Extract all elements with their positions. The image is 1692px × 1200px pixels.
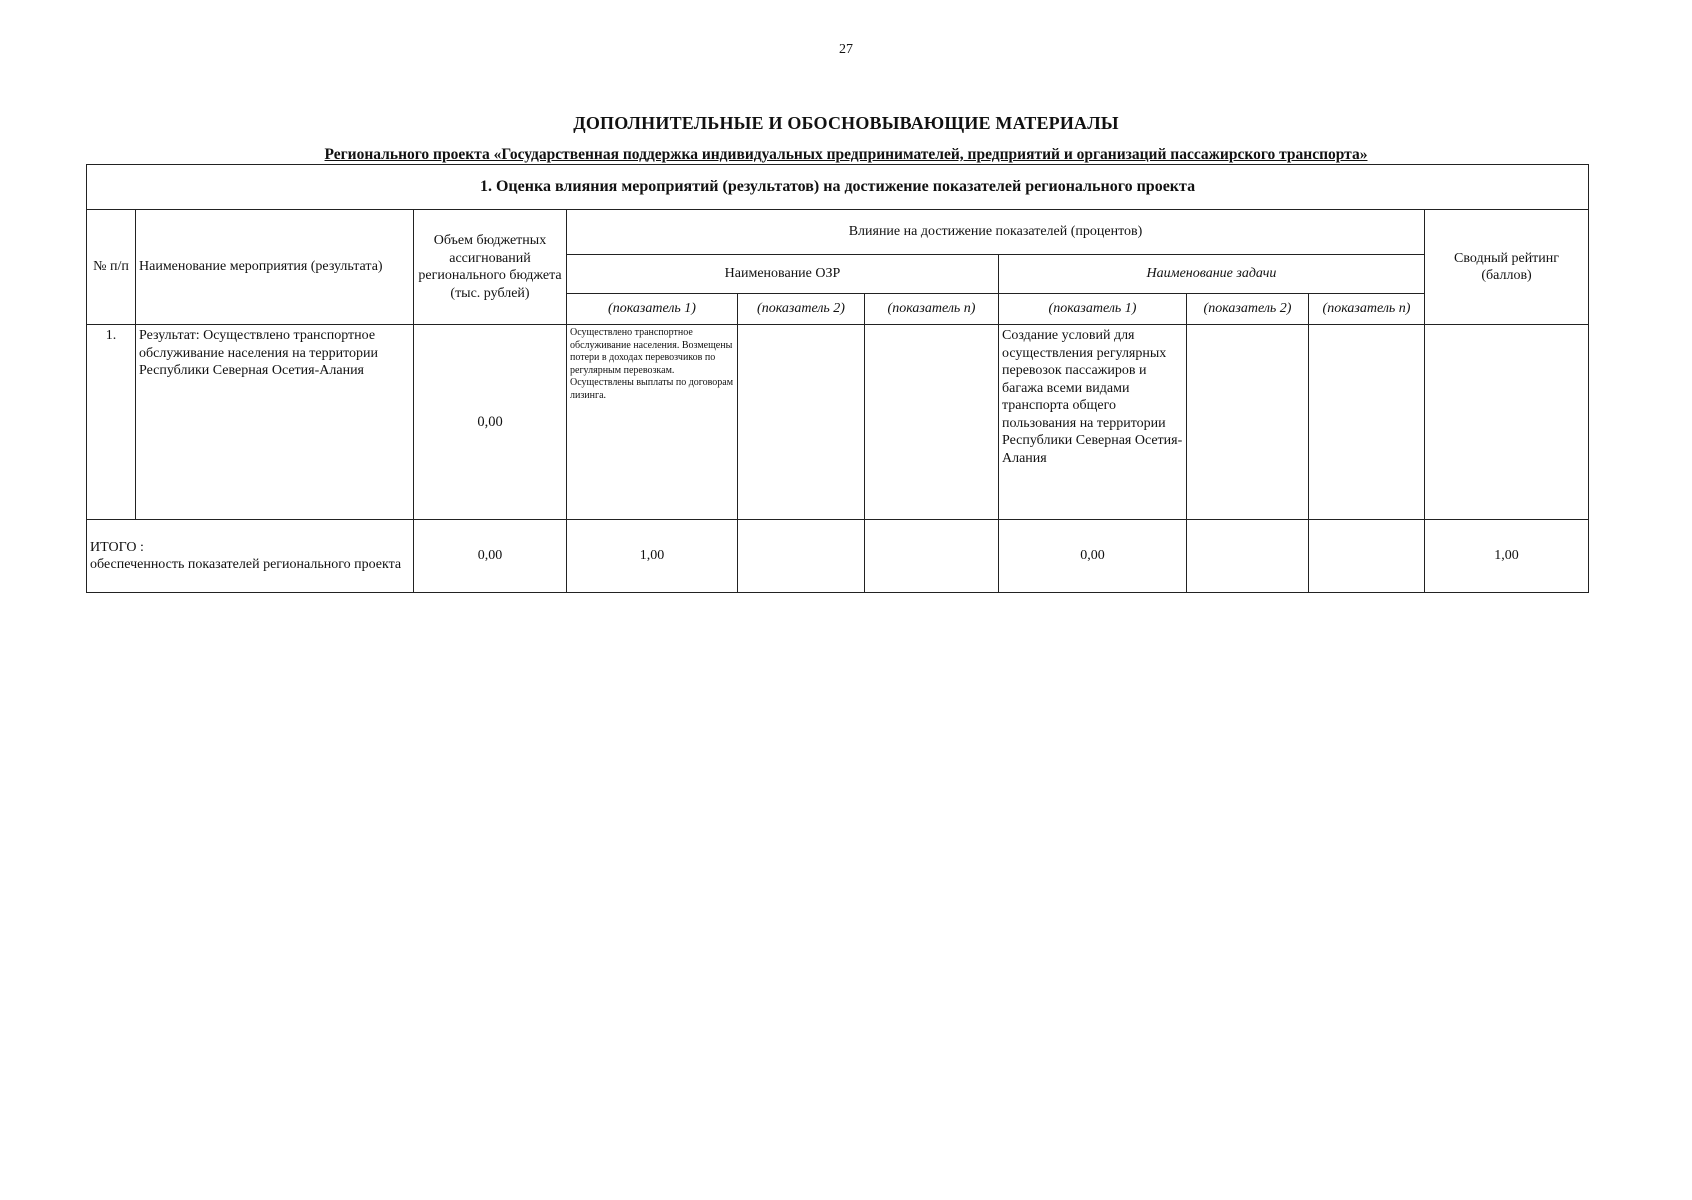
row-name: Результат: Осуществлено транспортное обслуживание населения на территории Республики Северная Осетия-Алания xyxy=(136,325,414,520)
header-task-indicator-2: (показатель 2) xyxy=(1187,294,1309,325)
header-ozr: Наименование ОЗР xyxy=(567,255,999,294)
section-title: 1. Оценка влияния мероприятий (результатов) на достижение показателей регионального проекта xyxy=(87,165,1589,210)
header-budget: Объем бюджетных ассигнований регионального бюджета (тыс. рублей) xyxy=(414,210,567,325)
row-ozr-indicator-1: Осуществлено транспортное обслуживание населения. Возмещены потери в доходах перевозчиков по регулярным перевозкам. Осуществлены выплаты по договорам лизинга. xyxy=(567,325,738,520)
total-label: ИТОГО : xyxy=(90,539,144,555)
row-task-indicator-n xyxy=(1309,325,1425,520)
total-ozr-indicator-1: 1,00 xyxy=(567,520,738,593)
assessment-table xyxy=(86,164,1589,593)
total-rating: 1,00 xyxy=(1425,520,1589,593)
table-row xyxy=(87,325,1589,520)
row-ozr-indicator-n xyxy=(865,325,999,520)
header-task-indicator-n: (показатель n) xyxy=(1309,294,1425,325)
header-influence: Влияние на достижение показателей (процентов) xyxy=(567,210,1425,255)
page-number: 27 xyxy=(839,42,853,57)
document-title: ДОПОЛНИТЕЛЬНЫЕ И ОБОСНОВЫВАЮЩИЕ МАТЕРИАЛЫ xyxy=(573,113,1119,133)
total-row xyxy=(87,520,1589,593)
row-ozr-indicator-2 xyxy=(738,325,865,520)
total-task-indicator-n xyxy=(1309,520,1425,593)
header-task: Наименование задачи xyxy=(999,255,1425,294)
header-ozr-indicator-1: (показатель 1) xyxy=(567,294,738,325)
header-rating: Сводный рейтинг (баллов) xyxy=(1425,210,1589,325)
header-num: № п/п xyxy=(87,210,136,325)
row-rating xyxy=(1425,325,1589,520)
header-row-1 xyxy=(87,210,1589,255)
total-description: обеспеченность показателей регионального проекта xyxy=(90,557,402,572)
section-title-row xyxy=(87,165,1589,210)
total-ozr-indicator-2 xyxy=(738,520,865,593)
document-subtitle: Регионального проекта «Государственная поддержка индивидуальных предпринимателей, предприятий и организаций пассажирского транспорта» xyxy=(324,146,1368,163)
header-name: Наименование мероприятия (результата) xyxy=(136,210,414,325)
total-budget: 0,00 xyxy=(414,520,567,593)
row-budget: 0,00 xyxy=(414,325,567,520)
header-ozr-indicator-n: (показатель n) xyxy=(865,294,999,325)
total-task-indicator-2 xyxy=(1187,520,1309,593)
row-task-indicator-1: Создание условий для осуществления регулярных перевозок пассажиров и багажа всеми видами транспорта общего пользования на территории Республики Северная Осетия-Алания xyxy=(999,325,1187,520)
total-ozr-indicator-n xyxy=(865,520,999,593)
row-num: 1. xyxy=(87,325,136,520)
total-task-indicator-1: 0,00 xyxy=(999,520,1187,593)
header-task-indicator-1: (показатель 1) xyxy=(999,294,1187,325)
row-task-indicator-2 xyxy=(1187,325,1309,520)
total-label-cell xyxy=(87,520,414,593)
header-ozr-indicator-2: (показатель 2) xyxy=(738,294,865,325)
